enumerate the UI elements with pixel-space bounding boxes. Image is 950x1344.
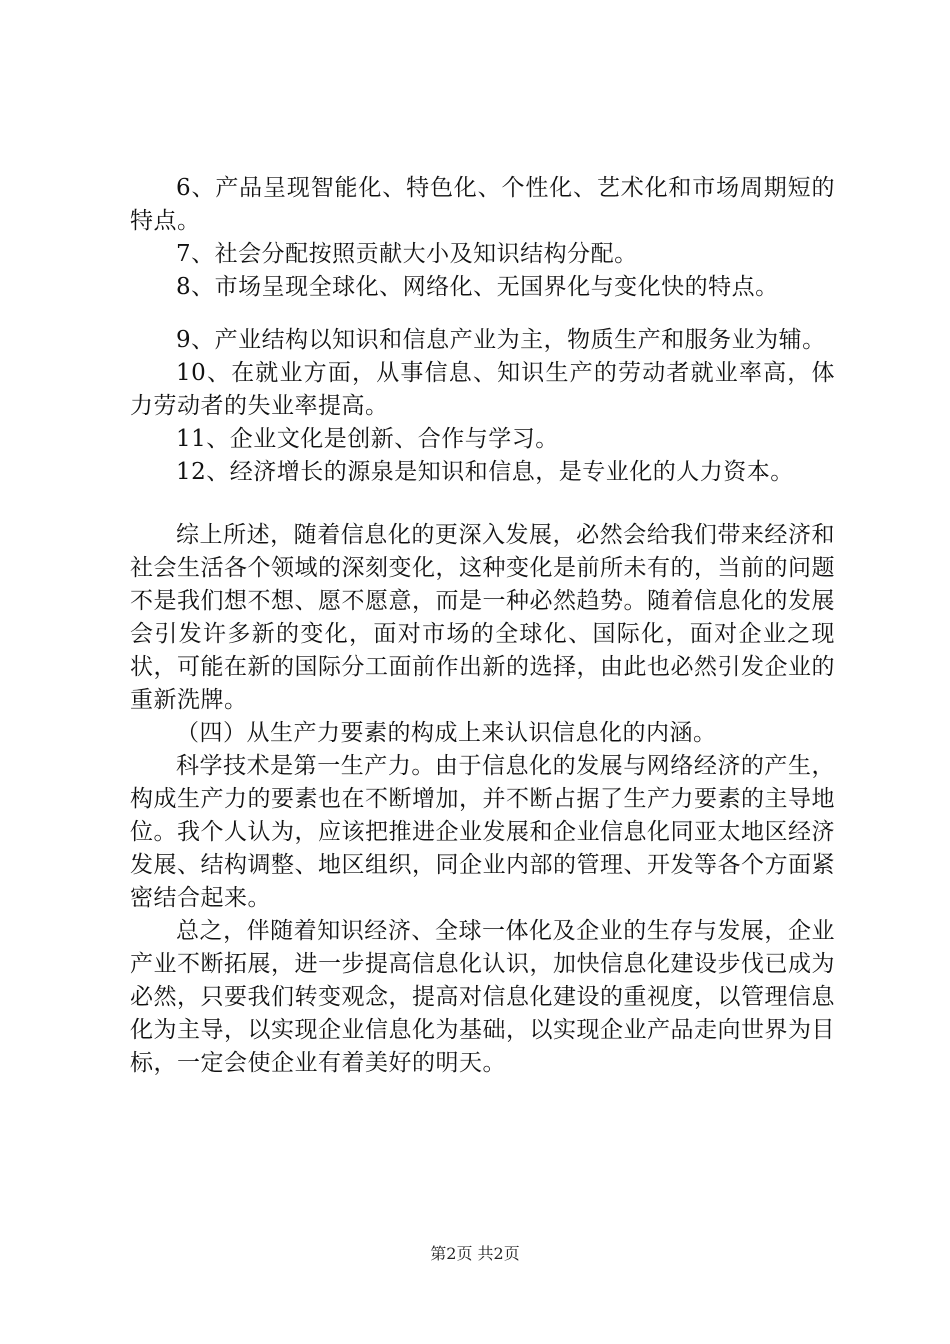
paragraph-item-12: 12、经济增长的源泉是知识和信息，是专业化的人力资本。 bbox=[176, 459, 794, 485]
document-body bbox=[130, 172, 835, 1080]
paragraph-item-9: 9、产业结构以知识和信息产业为主，物质生产和服务业为辅。 bbox=[176, 327, 826, 353]
summary-paragraph: 综上所述，随着信息化的更深入发展，必然会给我们带来经济和社会生活各个领域的深刻变化，这种变化是前所未有的，当前的问题不是我们想不想、愿不愿意，而是一种必然趋势。随着信息化的发展会引发许多新的变化，面对市场的全球化、国际化，面对企业之现状，可能在新的国际分工面前作出新的选择，由此也必然引发企业的重新洗牌。 bbox=[130, 522, 835, 713]
page-number-footer: 第2页 共2页 bbox=[430, 1244, 520, 1263]
paragraph-item-11: 11、企业文化是创新、合作与学习。 bbox=[176, 426, 559, 452]
paragraph-item-10: 10、在就业方面，从事信息、知识生产的劳动者就业率高，体力劳动者的失业率提高。 bbox=[130, 360, 835, 419]
productivity-paragraph: 科学技术是第一生产力。由于信息化的发展与网络经济的产生，构成生产力的要素也在不断增加，并不断占据了生产力要素的主导地位。我个人认为，应该把推进企业发展和企业信息化同亚太地区经济发展、结构调整、地区组织，同企业内部的管理、开发等各个方面紧密结合起来。 bbox=[130, 753, 835, 911]
paragraph-item-8: 8、市场呈现全球化、网络化、无国界化与变化快的特点。 bbox=[176, 274, 779, 300]
paragraph-item-6: 6、产品呈现智能化、特色化、个性化、艺术化和市场周期短的特点。 bbox=[130, 175, 835, 234]
conclusion-paragraph: 总之，伴随着知识经济、全球一体化及企业的生存与发展，企业产业不断拓展，进一步提高信息化认识，加快信息化建设步伐已成为必然，只要我们转变观念，提高对信息化建设的重视度，以管理信息化为主导，以实现企业信息化为基础，以实现企业产品走向世界为目标，一定会使企业有着美好的明天。 bbox=[130, 918, 835, 1076]
paragraph-item-7: 7、社会分配按照贡献大小及知识结构分配。 bbox=[176, 241, 638, 267]
section-heading-four: （四）从生产力要素的构成上来认识信息化的内涵。 bbox=[176, 720, 717, 746]
